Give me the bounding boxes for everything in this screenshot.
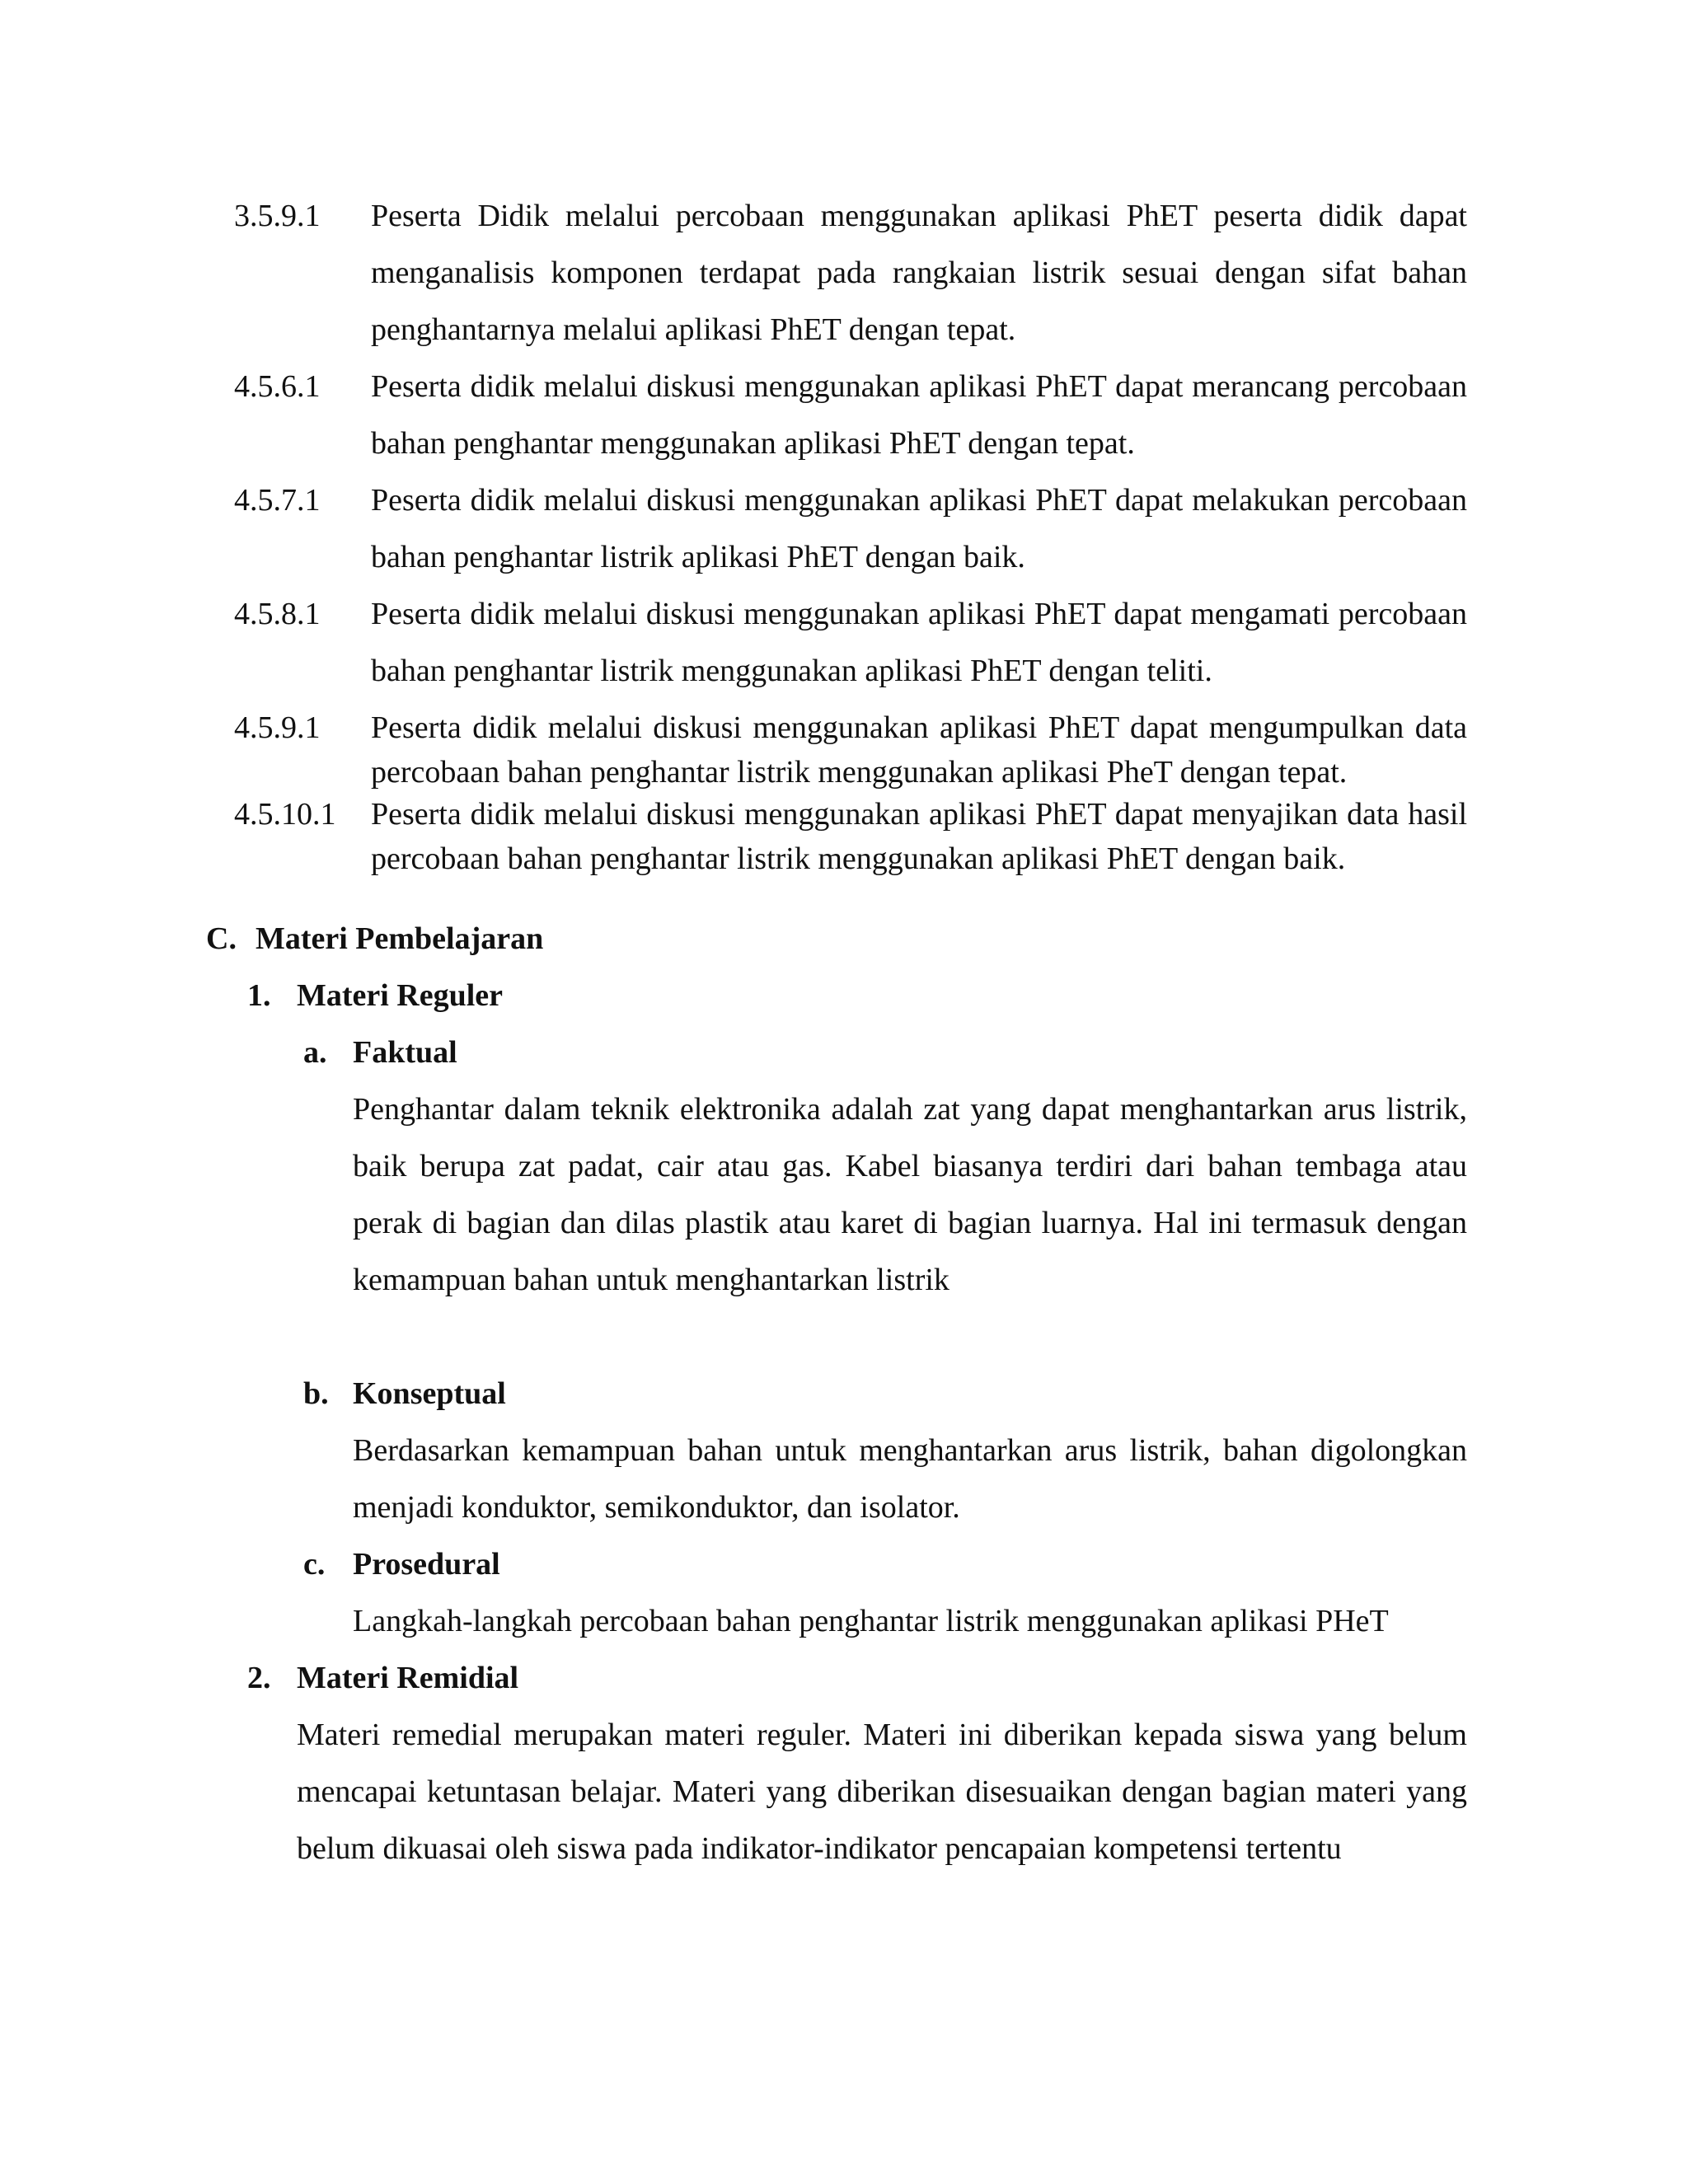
section-marker: C. (206, 921, 237, 956)
subsection-title: Materi Remidial (297, 1661, 519, 1695)
subsubsection-marker: b. (303, 1376, 329, 1411)
indicator-text: Peserta didik melalui diskusi menggunakan aplikasi PhET dapat menyajikan data hasil percobaan bahan penghantar listrik menggunakan aplikasi PhET dengan baik. (371, 797, 1467, 876)
subsection-marker: 1. (247, 978, 271, 1013)
indicator-text: Peserta didik melalui diskusi menggunakan aplikasi PhET dapat merancang percobaan bahan penghantar menggunakan aplikasi PhET dengan tepat. (371, 369, 1467, 461)
indicator-text: Peserta Didik melalui percobaan menggunakan aplikasi PhET peserta didik dapat menganalisis komponen terdapat pada rangkaian listrik sesuai dengan sifat bahan penghantarnya melalui aplikasi PhET dengan tepat. (371, 199, 1467, 347)
prosedural-paragraph: Langkah-langkah percobaan bahan penghantar listrik menggunakan aplikasi PHeT (353, 1604, 1389, 1638)
indicator-text: Peserta didik melalui diskusi menggunakan aplikasi PhET dapat melakukan percobaan bahan penghantar listrik aplikasi PhET dengan baik. (371, 483, 1467, 574)
konseptual-paragraph: Berdasarkan kemampuan bahan untuk menghantarkan arus listrik, bahan digolongkan menjadi konduktor, semikonduktor, dan isolator. (353, 1433, 1467, 1525)
subsection-heading (247, 1650, 518, 1707)
subsubsection-marker: c. (303, 1547, 326, 1582)
subsubsection-title: Konseptual (353, 1376, 506, 1411)
subsubsection-heading (303, 1366, 506, 1422)
subsubsection-heading (303, 1536, 500, 1593)
subsection-title: Materi Reguler (297, 978, 504, 1013)
indicator-code: 4.5.7.1 (234, 483, 321, 518)
indicator-code: 4.5.10.1 (234, 797, 336, 832)
indicator-code: 4.5.6.1 (234, 369, 321, 404)
indicator-code: 4.5.8.1 (234, 597, 321, 631)
subsubsection-title: Faktual (353, 1035, 457, 1070)
subsection-heading (247, 968, 503, 1024)
indicator-text: Peserta didik melalui diskusi menggunakan aplikasi PhET dapat mengumpulkan data percobaan bahan penghantar listrik menggunakan aplikasi PheT dengan tepat. (371, 710, 1467, 790)
subsubsection-marker: a. (303, 1035, 327, 1070)
subsection-marker: 2. (247, 1661, 271, 1695)
remedial-paragraph: Materi remedial merupakan materi reguler. Materi ini diberikan kepada siswa yang belum mencapai ketuntasan belajar. Materi yang diberikan disesuaikan dengan bagian materi yang belum dikuasai oleh siswa pada indikator-indikator pencapaian kompetensi tertentu (297, 1718, 1467, 1866)
section-title: Materi Pembelajaran (256, 921, 544, 956)
subsubsection-heading (303, 1024, 457, 1081)
faktual-paragraph: Penghantar dalam teknik elektronika adalah zat yang dapat menghantarkan arus listrik, baik berupa zat padat, cair atau gas. Kabel biasanya terdiri dari bahan tembaga atau perak di bagian dan dilas plastik atau karet di bagian luarnya. Hal ini termasuk dengan kemampuan bahan untuk menghantarkan listrik (353, 1092, 1467, 1297)
indicator-text: Peserta didik melalui diskusi menggunakan aplikasi PhET dapat mengamati percobaan bahan penghantar listrik menggunakan aplikasi PhET dengan teliti. (371, 597, 1467, 688)
indicator-code: 4.5.9.1 (234, 710, 321, 745)
section-heading (206, 911, 543, 968)
indicator-code: 3.5.9.1 (234, 199, 321, 233)
subsubsection-title: Prosedural (353, 1547, 500, 1582)
